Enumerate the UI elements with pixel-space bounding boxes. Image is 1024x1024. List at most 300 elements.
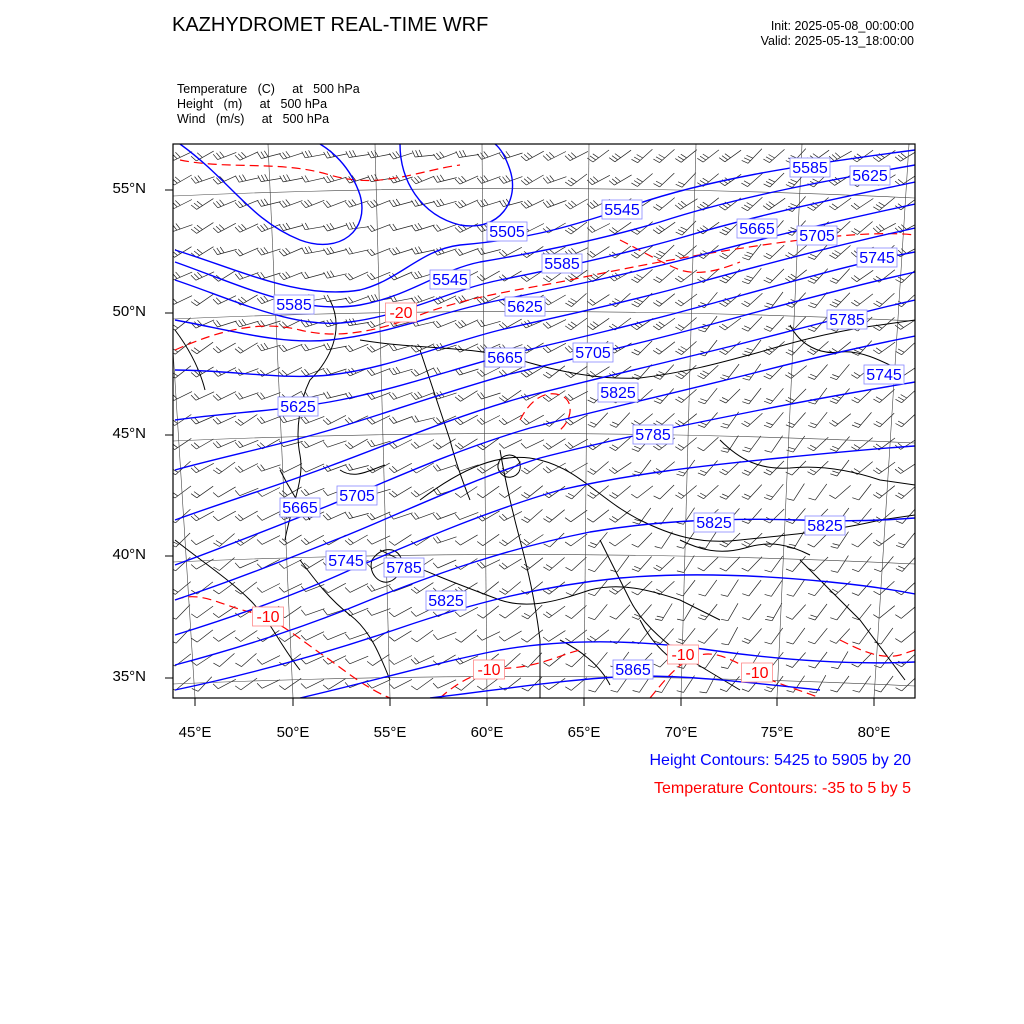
wind-barb [455,320,478,328]
wind-barb [279,223,302,231]
temperature-legend: Temperature Contours: -35 to 5 by 5 [653,780,911,797]
height-contour-label: 5745 [859,250,895,267]
temperature-contour-label: -20 [389,305,413,322]
wind-barb [721,580,739,597]
wind-barb [587,295,609,306]
wind-barb [389,656,412,665]
wind-barb [654,557,675,571]
wind-barb [301,368,324,375]
wind-barb [213,200,236,208]
wind-barb [302,150,325,157]
wind-barb [653,198,674,211]
wind-barb [301,440,324,448]
height-contour [400,144,513,226]
latitude-line [173,433,915,443]
wind-barb [852,556,871,571]
wind-barb [257,584,280,593]
wind-barb [257,559,280,568]
valid-time: Valid: 2025-05-13_18:00:00 [760,34,914,48]
wind-barb [258,199,281,207]
wind-barb [389,440,412,449]
wind-barb [610,605,630,619]
wind-barb [631,174,652,187]
wind-barb [411,513,434,520]
wind-barb [213,343,236,353]
wind-barb [698,388,717,404]
wind-barb [675,438,696,451]
wind-barb [565,199,588,209]
wind-barb [411,463,434,473]
wind-barb [698,629,718,644]
wind-barb [367,344,390,353]
wind-barb [367,463,390,473]
wind-barb [697,150,719,162]
lat-label: 40°N [112,546,146,563]
height-contour-label: 5705 [799,228,835,245]
height-contour-label: 5705 [339,488,375,505]
wind-barb [675,341,696,354]
wind-barb [235,393,258,400]
height-contour-label: 5625 [852,168,888,185]
wind-barb [609,510,631,523]
wind-barb [587,318,609,329]
wind-barb [302,246,325,253]
wind-barb [412,199,435,207]
wind-barb [633,508,651,524]
wind-barb [235,152,258,160]
wind-barb [235,678,257,690]
wind-barb [565,174,587,186]
temperature-contour-label: -10 [256,609,280,626]
field-wind: Wind (m/s) at 500 hPa [177,112,330,126]
wind-barb [565,605,586,618]
wind-barb [368,151,391,158]
axis-ticks [165,190,874,706]
wind-barb [764,509,785,523]
lon-label: 70°E [664,724,698,741]
wind-barb [808,580,827,595]
height-contour-label: 5785 [635,427,671,444]
wind-barb [301,488,324,495]
wind-barb [235,415,257,426]
wind-barb [455,368,478,375]
wind-barb [787,580,805,597]
height-contour-label: 5545 [432,272,468,289]
wind-barb [324,343,347,350]
wind-barb [653,269,674,282]
wind-barb [543,439,565,450]
wind-barb [565,534,587,546]
wind-barb [235,343,258,353]
wind-barb [543,295,566,305]
wind-barb [808,412,827,428]
height-contour-label: 5665 [739,221,775,238]
wind-barb [895,485,916,498]
wind-barb [807,341,828,354]
wind-barb [786,508,805,523]
wind-barb [279,151,302,159]
wind-barb [346,248,369,255]
wind-barb [257,512,280,521]
wind-barb [235,582,257,594]
wind-barb [323,247,346,255]
wind-barb [742,436,761,452]
height-legend: Height Contours: 5425 to 5905 by 20 [649,752,911,769]
wind-barb [588,604,607,619]
wind-barb [896,532,915,548]
wind-barb [676,173,696,187]
wind-barb [389,631,411,641]
wind-barb [433,465,456,472]
wind-barb [721,627,737,645]
lon-label: 80°E [857,724,891,741]
height-contour-label: 5705 [575,345,611,362]
wind-barb [345,344,368,352]
wind-barb [830,676,849,692]
wind-barb [301,535,324,544]
wind-barb [301,656,324,664]
wind-barb [808,604,827,620]
wind-barb [587,630,609,642]
wind-barb [345,633,368,640]
wind-barb [323,512,346,520]
wind-barb [257,393,280,400]
height-contour [180,144,362,244]
wind-barb [742,629,762,644]
wind-barb [654,245,675,259]
wind-barb [653,294,675,307]
wind-barb [499,559,522,569]
wind-barb [786,341,806,355]
wind-barb [235,653,256,666]
wind-barb [345,439,368,449]
wind-barb [609,582,630,595]
wind-barb [543,176,566,184]
wind-barb [213,223,236,232]
wind-barb [213,320,236,327]
temperature-contour [180,160,460,180]
wind-barb [763,198,785,210]
wind-barb [213,247,236,255]
height-contour-label: 5625 [507,299,543,316]
wind-barb [257,656,280,665]
wind-barb [543,606,565,618]
wind-barb [631,414,652,427]
wind-barb [610,413,630,428]
wind-barb [587,175,610,184]
wind-barb [852,412,872,427]
wind-barb [587,150,609,162]
wind-barb [786,413,806,428]
wind-barb [808,628,827,644]
wind-barb [345,512,368,519]
wind-barb [345,297,368,304]
wind-barb [191,630,213,642]
lon-label: 75°E [760,724,794,741]
wind-barb [191,367,214,377]
wind-barb [323,200,346,207]
temperature-contour [620,240,740,272]
wind-barb [895,630,916,643]
wind-barb [257,465,280,472]
wind-barb [433,343,456,351]
wind-barb [742,580,761,596]
wind-barb [279,584,302,593]
wind-barb [653,342,675,354]
wind-barb [345,584,368,593]
height-contour-label: 5825 [696,515,732,532]
wind-barb [565,318,587,330]
wind-barb [698,485,719,498]
height-contour-label: 5545 [604,202,640,219]
country-border [175,330,205,390]
wind-barb [411,630,433,642]
wind-barb [698,557,719,571]
wind-barb [808,388,827,404]
wind-barb [895,463,917,474]
wind-barb [699,580,717,596]
wind-barb [719,150,741,162]
wind-barb [499,176,522,184]
wind-barb [367,536,390,544]
wind-barb [301,632,324,641]
height-contour-label: 5665 [487,350,523,367]
wind-barb [279,535,302,545]
wind-barb [588,556,607,571]
temperature-contour-label: -10 [671,647,695,664]
wind-barb [565,510,587,522]
wind-barb [764,412,783,427]
wind-barb [389,224,412,231]
wind-barb [742,413,763,426]
wind-barb [477,248,500,255]
wind-barb [851,222,872,235]
wind-barb [588,532,607,547]
lon-label: 55°E [373,724,407,741]
wind-barb [655,532,673,549]
wind-barb [477,152,500,160]
wind-barb [301,680,324,689]
wind-barb [609,150,631,162]
height-contour-label: 5625 [280,399,316,416]
wind-barb [785,366,806,379]
wind-barb [873,389,894,402]
wind-barb [742,388,761,404]
wind-barb [565,630,587,642]
wind-barb [389,199,412,207]
wind-barb [721,603,738,620]
wind-barb [521,415,544,425]
wind-barb [456,150,479,157]
wind-barb [477,486,499,498]
height-contour-label: 5825 [600,385,636,402]
wind-barb [543,631,565,642]
temperature-contour-label: -10 [477,662,501,679]
wind-barb [543,510,564,523]
wind-barb [521,509,542,522]
wind-barb [764,269,784,283]
wind-barb [499,440,522,449]
wind-barb [191,535,214,544]
wind-barb [499,390,521,401]
wind-barb [764,317,784,332]
wind-barb [830,437,850,452]
wind-barb [852,581,872,596]
wind-barb [367,200,390,208]
wind-barb [742,317,762,331]
wind-barb [830,364,849,379]
wind-barb [191,486,213,498]
wind-barb [411,223,434,231]
wind-barb [874,628,893,644]
wind-barb [765,580,783,597]
wind-barb [455,415,478,425]
wind-barb [874,556,893,571]
wind-barb [389,535,411,546]
wind-barb [433,199,456,207]
wind-barb [455,200,478,208]
wind-barb [543,391,565,402]
wind-barb [213,631,235,642]
wind-barb [873,150,895,161]
wind-barb [389,487,412,497]
wind-barb [851,199,873,210]
longitude-line [874,144,909,698]
wind-barb [698,437,719,451]
wind-barb [389,607,412,617]
wind-barb [852,604,871,620]
wind-barb [235,319,258,327]
wind-barb [829,414,851,427]
lat-label: 35°N [112,668,146,685]
wind-barb [346,150,369,157]
lat-label: 45°N [112,425,146,442]
wind-barb [499,606,521,618]
wind-barb [742,485,762,500]
wind-barb [675,150,697,163]
wind-barb [852,341,872,356]
wind-barb [587,247,609,258]
country-border [790,325,900,370]
wind-barb [433,513,456,520]
wind-barb [191,392,214,400]
wind-barb [367,248,390,255]
height-contour-label: 5825 [807,518,843,535]
wind-barb [874,293,895,306]
longitude-line [160,144,195,698]
wind-barb [389,175,412,183]
wind-barb [632,533,652,547]
wind-barb [257,536,280,545]
wind-barb [632,628,651,644]
wind-barb [698,292,717,307]
wind-barb [324,151,347,159]
wind-barb [786,628,805,644]
wind-barb [433,560,456,568]
wind-barb [433,391,456,399]
wind-barb [675,486,696,499]
wind-barb [896,389,917,402]
lat-label: 50°N [112,303,146,320]
wind-barb [521,175,543,185]
wind-barb [521,558,543,570]
wind-barb [235,295,258,305]
wind-barb [455,535,478,545]
wind-barb [323,415,346,424]
wind-barb [653,318,675,330]
wind-barb [389,393,412,400]
wind-barb [323,583,346,592]
wind-barb [632,341,652,355]
wind-barb [367,224,390,231]
height-contour-label: 5665 [282,500,318,517]
wind-barb [851,270,873,281]
wind-barb [522,605,543,619]
wind-barb [763,149,784,162]
wind-barb [191,272,214,280]
wind-barb [676,221,696,235]
wind-barb [411,678,433,690]
wind-barb [477,534,499,545]
wind-barb [235,224,258,232]
wind-barb [521,440,544,449]
wind-barb [301,559,324,569]
wind-barb [830,460,849,476]
wind-barb [455,296,478,304]
height-contour [300,642,915,698]
wind-barb [499,486,521,497]
height-contour-label: 5745 [866,367,902,384]
wind-barb [764,173,784,187]
wind-barb [411,176,434,184]
wind-barb [389,247,412,255]
wind-barb [477,632,500,641]
wind-barb [477,320,500,327]
wind-barb [191,439,214,449]
wind-barb [654,365,674,380]
wind-barb [455,176,478,184]
wind-barb [235,535,257,546]
wind-barb [896,341,917,354]
wind-barb [323,441,346,447]
wind-barb [831,651,848,668]
wind-barb [389,367,412,375]
wind-barb [411,656,434,664]
wind-barb [280,175,303,182]
wind-barb [499,199,522,207]
wind-barb [389,417,412,424]
wind-barb [609,175,631,185]
wind-barb [477,392,500,399]
wind-barb [345,416,368,424]
wind-barb [455,630,476,643]
height-contour [175,575,915,690]
wind-barb [742,197,763,210]
wind-barb [433,680,456,688]
wind-barb [191,223,213,234]
map-title: KAZHYDROMET REAL-TIME WRF [172,14,489,36]
height-contour-label: 5825 [428,593,464,610]
wind-barb [632,557,652,572]
wind-barb [786,605,806,620]
height-contour [175,336,915,565]
wind-barb [698,461,718,476]
wind-barb [235,511,258,521]
wind-barb [631,486,653,498]
wind-barb [829,485,850,498]
wind-barb [764,365,784,379]
wind-barb [411,440,434,449]
